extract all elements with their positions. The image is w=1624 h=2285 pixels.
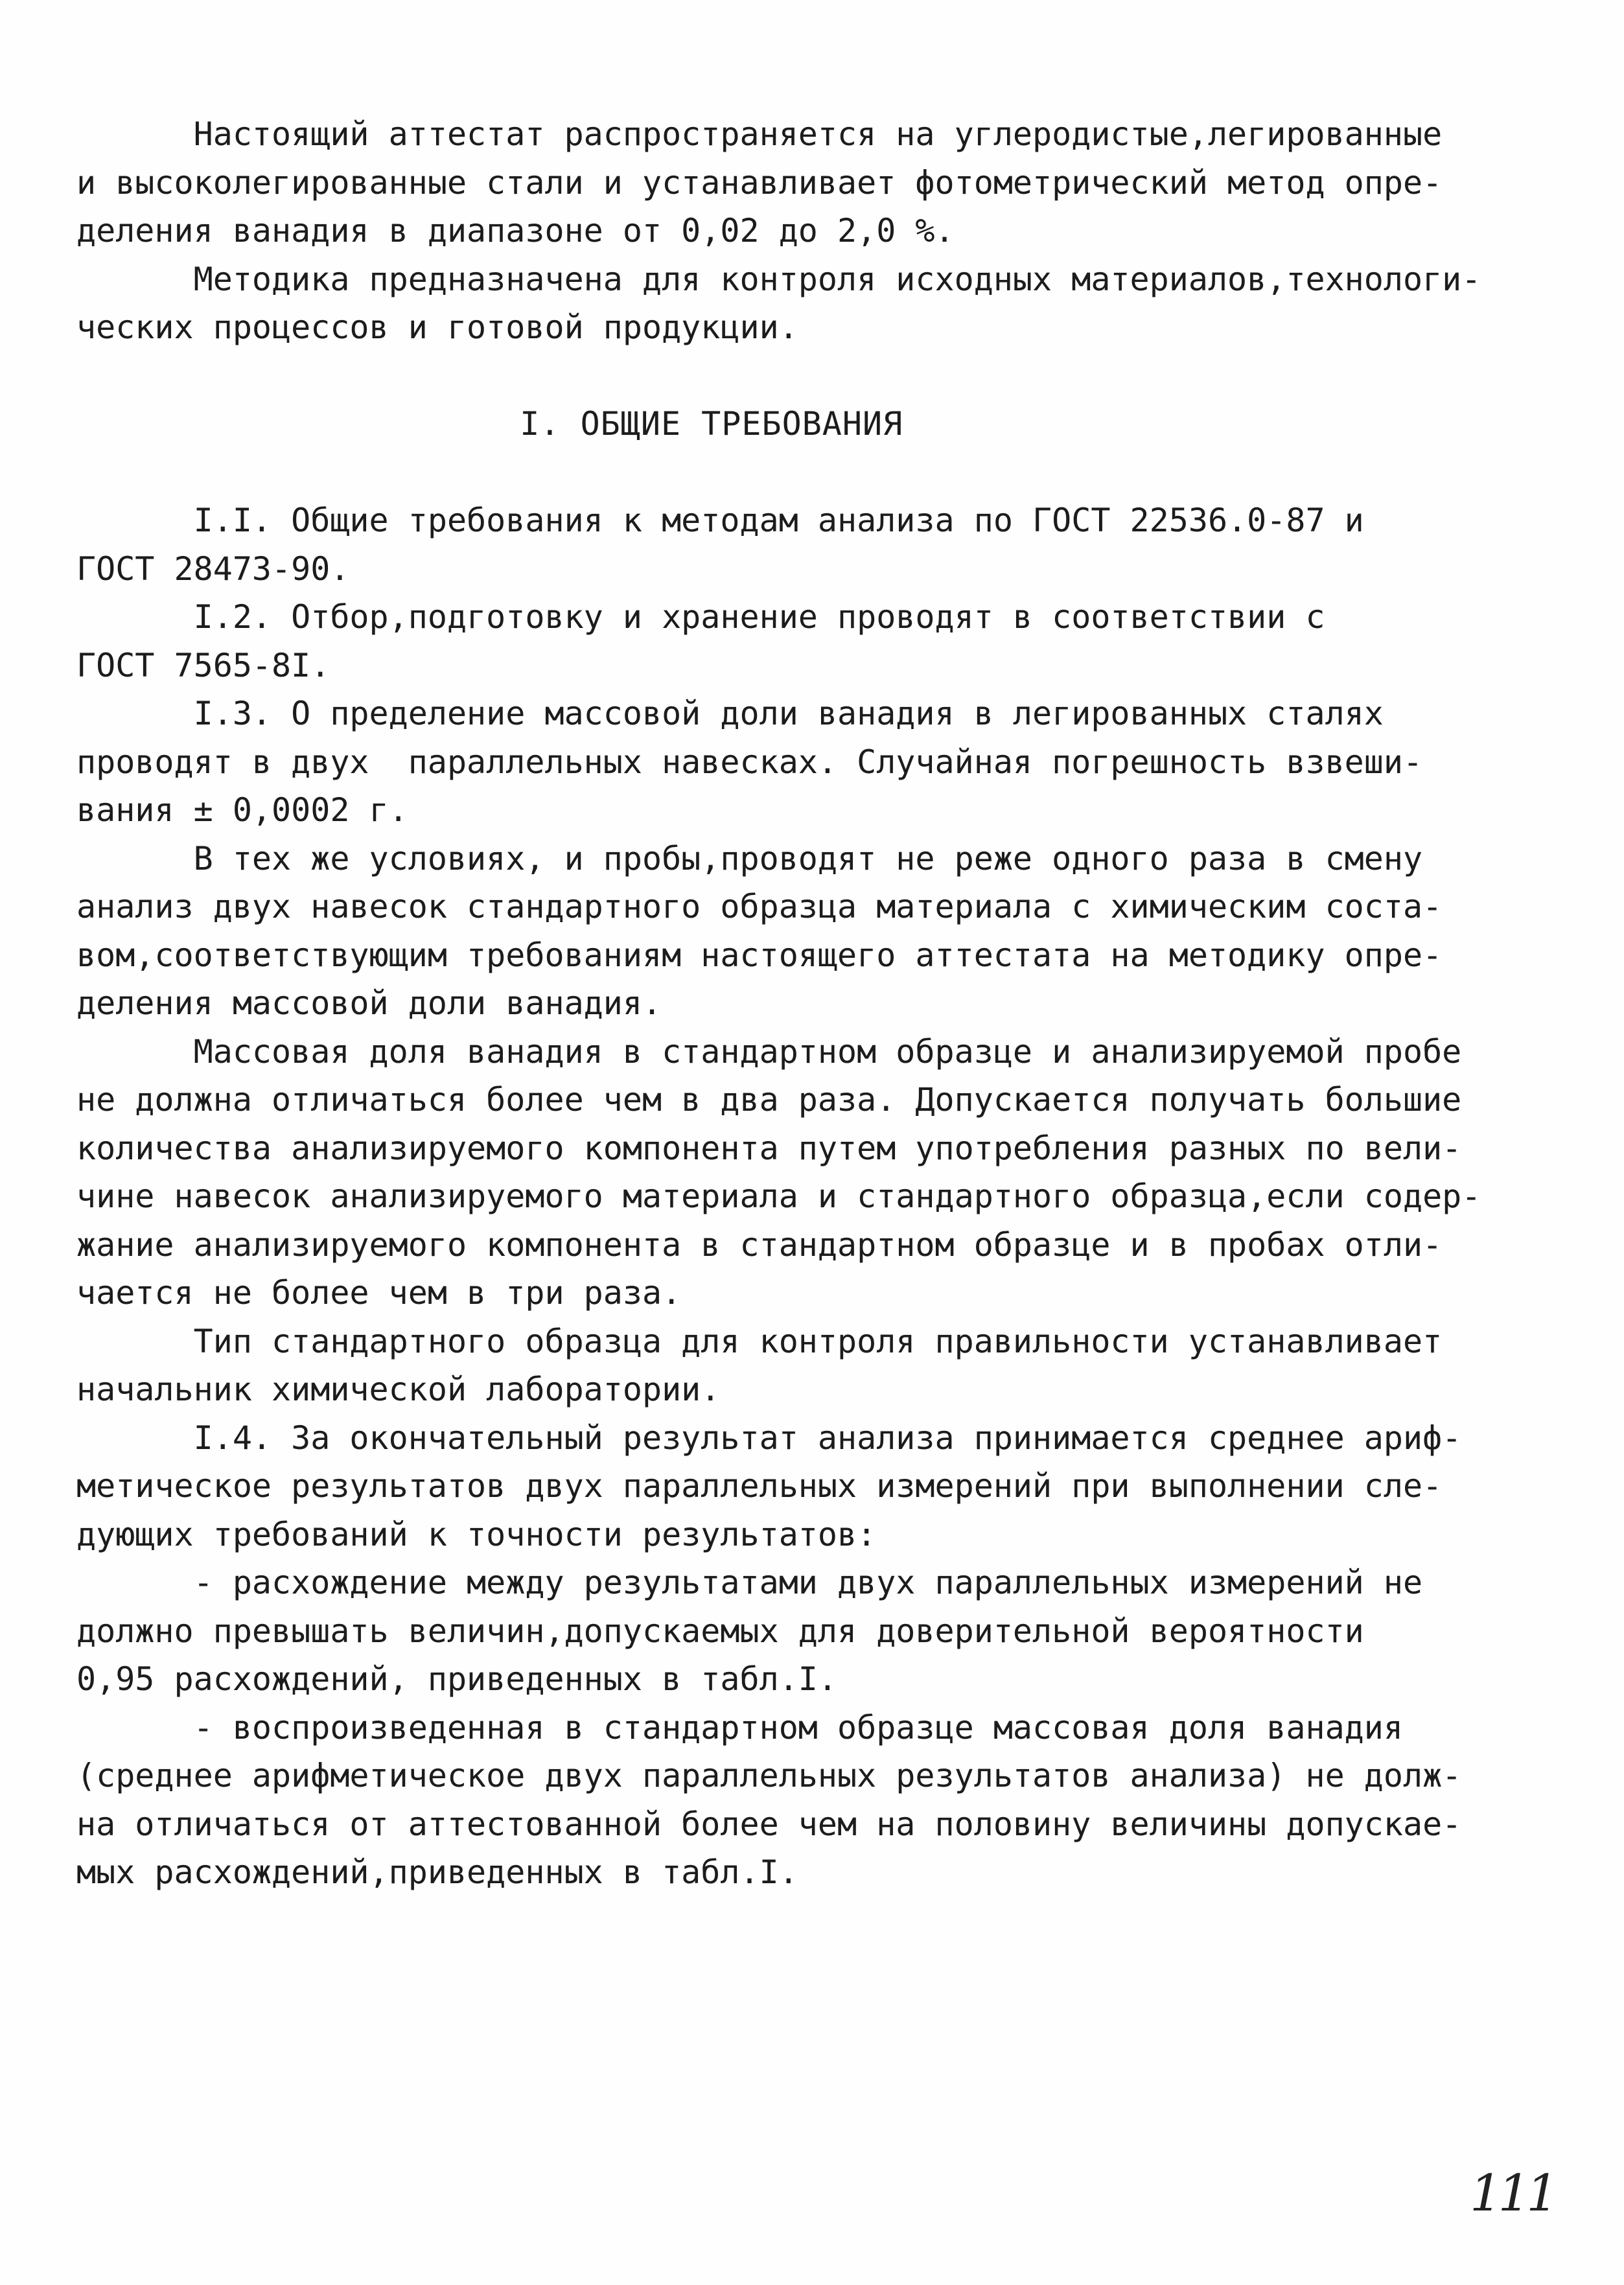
paragraph-line: и высоколегированные стали и устанавливает фотометрический метод опре- (76, 163, 1443, 202)
paragraph-line: чине навесок анализируемого материала и стандартного образца,если содер- (76, 1177, 1481, 1215)
paragraph-line: ГОСТ 7565-8I. (76, 646, 331, 684)
paragraph-line: дующих требований к точности результатов: (76, 1515, 877, 1553)
paragraph-line: - расхождение между результатами двух параллельных измерений не (76, 1564, 1423, 1601)
paragraph-line: Массовая доля ванадия в стандартном образце и анализируемой пробе (76, 1032, 1462, 1071)
paragraph-line: вания ± 0,0002 г. (76, 791, 408, 829)
paragraph-line: Методика предназначена для контроля исходных материалов,технологи- (76, 260, 1481, 298)
paragraph-line: ческих процессов и готовой продукции. (76, 308, 798, 346)
paragraph-line: количества анализируемого компонента путем употребления разных по вели- (76, 1129, 1462, 1167)
paragraph-line: Настоящий аттестат распространяется на углеродистые,легированные (76, 115, 1443, 153)
section-heading: I. ОБЩИЕ ТРЕБОВАНИЯ (76, 405, 903, 443)
paragraph-line: Тип стандартного образца для контроля правильности устанавливает (76, 1322, 1443, 1360)
paragraph-line: I.2. Отбор,подготовку и хранение проводят в соответствии с (76, 598, 1325, 636)
paragraph-line: I.I. Общие требования к методам анализа по ГОСТ 22536.0-87 и (76, 502, 1364, 539)
paragraph-line: - воспроизведенная в стандартном образце массовая доля ванадия (76, 1708, 1403, 1746)
paragraph-line: I.4. За окончательный результат анализа принимается среднее ариф- (76, 1419, 1462, 1457)
blank-line (76, 448, 1522, 497)
paragraph-line: не должна отличаться более чем в два раза. Допускается получать большие (76, 1081, 1462, 1119)
paragraph-line: метическое результатов двух параллельных измерений при выполнении сле- (76, 1467, 1443, 1505)
paragraph-line: чается не более чем в три раза. (76, 1274, 682, 1312)
paragraph-line: (среднее арифметическое двух параллельных результатов анализа) не долж- (76, 1757, 1462, 1794)
paragraph-line: на отличаться от аттестованной более чем на половину величины допускае- (76, 1805, 1462, 1843)
paragraph-line: жание анализируемого компонента в стандартном образце и в пробах отли- (76, 1225, 1443, 1264)
page-number: 111 (1470, 2164, 1555, 2223)
paragraph-line: проводят в двух параллельных навесках. Случайная погрешность взвеши- (76, 743, 1423, 781)
paragraph-line: вом,соответствующим требованиям настоящего аттестата на методику опре- (76, 936, 1443, 974)
paragraph-line: начальник химической лаборатории. (76, 1371, 721, 1408)
paragraph-line: ГОСТ 28473-90. (76, 550, 350, 588)
paragraph-line: мых расхождений,приведенных в табл.I. (76, 1853, 798, 1891)
blank-line (76, 352, 1522, 400)
paragraph-line: В тех же условиях, и пробы,проводят не реже одного раза в смену (76, 839, 1423, 877)
paragraph-line: деления массовой доли ванадия. (76, 984, 662, 1022)
paragraph-line: I.3. О пределение массовой доли ванадия в легированных сталях (76, 695, 1384, 732)
paragraph-line: должно превышать величин,допускаемых для доверительной вероятности (76, 1612, 1364, 1650)
paragraph-line: анализ двух навесок стандартного образца материала с химическим соста- (76, 888, 1443, 925)
paragraph-line: деления ванадия в диапазоне от 0,02 до 2,0 %. (76, 212, 955, 249)
paragraph-line: 0,95 расхождений, приведенных в табл.I. (76, 1660, 837, 1698)
document-body (76, 110, 1522, 1897)
